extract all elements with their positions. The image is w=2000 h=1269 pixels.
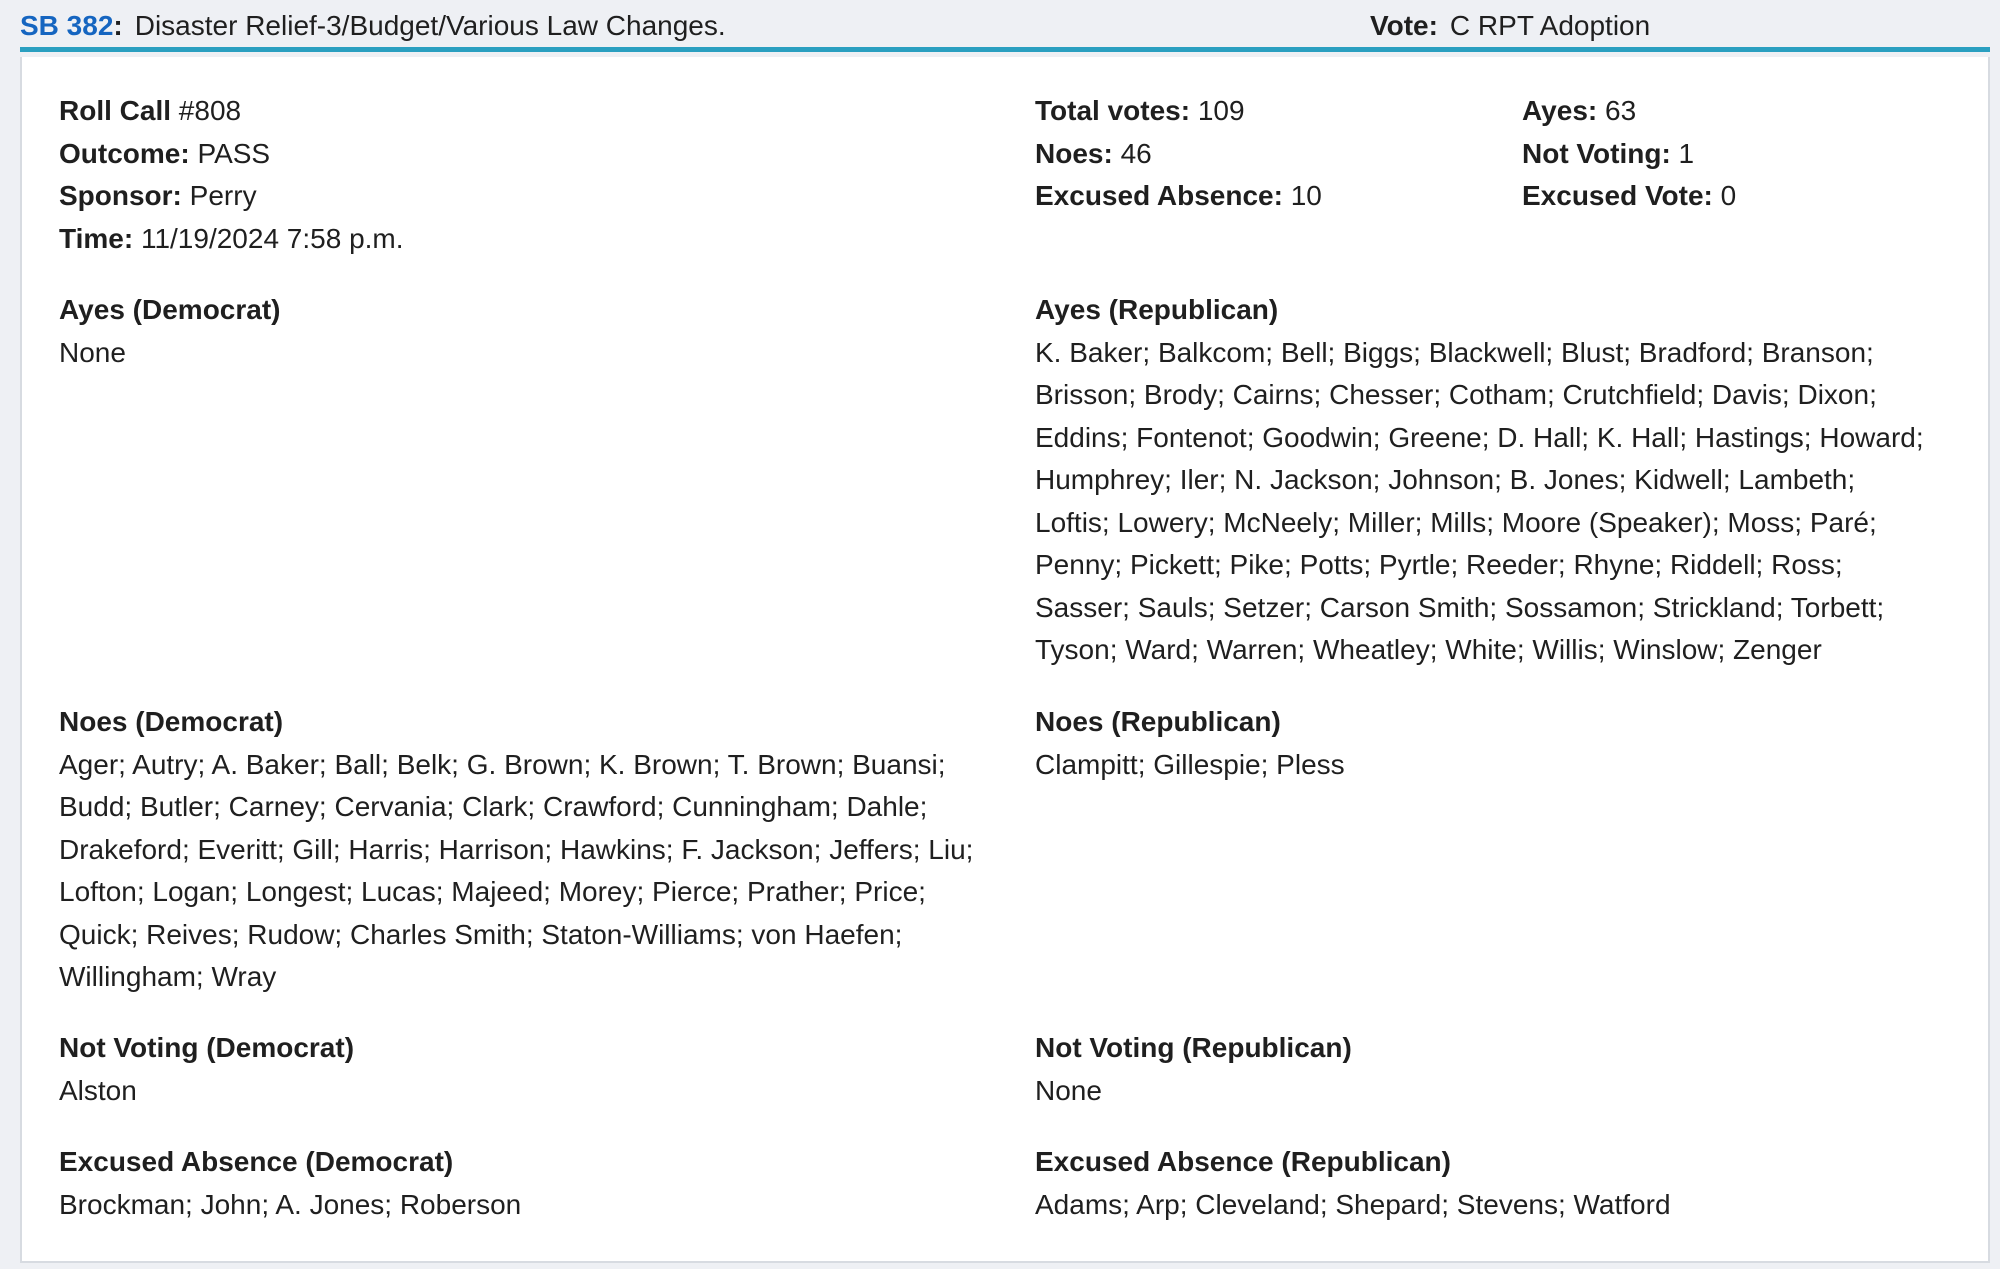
vote-value: C RPT Adoption	[1449, 10, 1651, 41]
excused-absence-democrat-section	[59, 1141, 989, 1226]
excused-absence-republican-title: Excused Absence (Republican)	[1035, 1146, 1451, 1177]
not-voting-republican-names: None	[1035, 1074, 1102, 1106]
not-voting-republican-title: Not Voting (Republican)	[1035, 1032, 1352, 1063]
roll-call-card	[20, 57, 1990, 1263]
outcome-label: Outcome:	[59, 137, 190, 169]
total-votes-line	[1035, 90, 1322, 133]
noes-republican-title: Noes (Republican)	[1035, 706, 1281, 737]
vote-label: Vote:	[1370, 10, 1438, 41]
excused-vote-label: Excused Vote:	[1522, 180, 1713, 211]
bill-number-link[interactable]: SB 382	[20, 10, 114, 41]
noes-democrat-section	[59, 701, 989, 999]
sponsor-line	[59, 175, 404, 218]
not-voting-line	[1522, 133, 1736, 176]
not-voting-republican-section	[1035, 1027, 1935, 1112]
ayes-republican-names: K. Baker; Balkcom; Bell; Biggs; Blackwell; Blust; Bradford; Branson; Brisson; Brody; Cairns; Chesser; Cotham; Crutchfield; Davis; Dixon; Eddins; Fontenot; Goodwin; Greene; D. Hall; K. Hall; Hastings; Howard; Humphrey; Iler; N. Jackson; Johnson; B. Jones; Kidwell; Lambeth; Loftis; Lowery; McNeely; Miller; Mills; Moore (Speaker); Moss; Paré; Penny; Pickett; Pike; Potts; Pyrtle; Reeder; Rhyne; Riddell; Ross; Sasser; Sauls; Setzer; Carson Smith; Sossamon; Strickland; Torbett; Tyson; Ward; Warren; Wheatley; White; Willis; Winslow; Zenger	[1035, 336, 1924, 665]
excused-absence-label: Excused Absence:	[1035, 180, 1283, 211]
noes-value: 46	[1120, 137, 1152, 169]
ayes-democrat-names: None	[59, 336, 126, 368]
ayes-value: 63	[1605, 95, 1637, 126]
bill-title: Disaster Relief-3/Budget/Various Law Changes.	[134, 10, 726, 41]
not-voting-label: Not Voting:	[1522, 137, 1671, 169]
not-voting-democrat-section	[59, 1027, 989, 1112]
ayes-democrat-section	[59, 289, 989, 374]
outcome-value: PASS	[197, 137, 271, 169]
excused-absence-democrat-names: Brockman; John; A. Jones; Roberson	[59, 1188, 522, 1220]
excused-absence-democrat-title: Excused Absence (Democrat)	[59, 1146, 454, 1177]
noes-line	[1035, 133, 1322, 176]
vote-totals-b	[1522, 90, 1736, 218]
sponsor-value: Perry	[189, 180, 257, 211]
bill-colon: :	[113, 10, 123, 41]
ayes-democrat-title: Ayes (Democrat)	[59, 294, 281, 325]
vote-header	[20, 0, 1990, 52]
total-votes-value: 109	[1197, 95, 1245, 126]
sponsor-label: Sponsor:	[59, 180, 182, 211]
not-voting-value: 1	[1678, 137, 1695, 169]
excused-vote-value: 0	[1720, 180, 1737, 211]
roll-call-line	[59, 90, 404, 133]
time-line	[59, 218, 404, 261]
ayes-line	[1522, 90, 1736, 133]
roll-call-info	[59, 90, 404, 260]
excused-absence-line	[1035, 175, 1322, 218]
noes-democrat-title: Noes (Democrat)	[59, 706, 284, 737]
time-value: 11/19/2024 7:58 p.m.	[140, 222, 404, 254]
ayes-republican-section	[1035, 289, 1935, 672]
noes-republican-names: Clampitt; Gillespie; Pless	[1035, 748, 1345, 780]
bill-heading	[20, 10, 726, 42]
excused-absence-value: 10	[1290, 180, 1322, 211]
noes-label: Noes:	[1035, 137, 1113, 169]
excused-absence-republican-section	[1035, 1141, 1935, 1226]
outcome-line	[59, 133, 404, 176]
not-voting-democrat-title: Not Voting (Democrat)	[59, 1032, 355, 1063]
not-voting-democrat-names: Alston	[59, 1074, 137, 1106]
noes-democrat-names: Ager; Autry; A. Baker; Ball; Belk; G. Brown; K. Brown; T. Brown; Buansi; Budd; Butler; Carney; Cervania; Clark; Crawford; Cunningham; Dahle; Drakeford; Everitt; Gill; Harris; Harrison; Hawkins; F. Jackson; Jeffers; Liu; Lofton; Logan; Longest; Lucas; Majeed; Morey; Pierce; Prather; Price; Quick; Reives; Rudow; Charles Smith; Staton-Williams; von Haefen; Willingham; Wray	[59, 748, 974, 992]
total-votes-label: Total votes:	[1035, 95, 1191, 126]
roll-call-label: Roll Call	[59, 95, 172, 126]
ayes-republican-title: Ayes (Republican)	[1035, 294, 1279, 325]
noes-republican-section	[1035, 701, 1935, 786]
excused-absence-republican-names: Adams; Arp; Cleveland; Shepard; Stevens; Watford	[1035, 1188, 1671, 1220]
vote-type	[1370, 10, 1650, 42]
ayes-label: Ayes:	[1522, 95, 1598, 126]
roll-call-value: #808	[178, 95, 242, 126]
vote-totals-a	[1035, 90, 1322, 218]
excused-vote-line	[1522, 175, 1736, 218]
time-label: Time:	[59, 222, 134, 254]
